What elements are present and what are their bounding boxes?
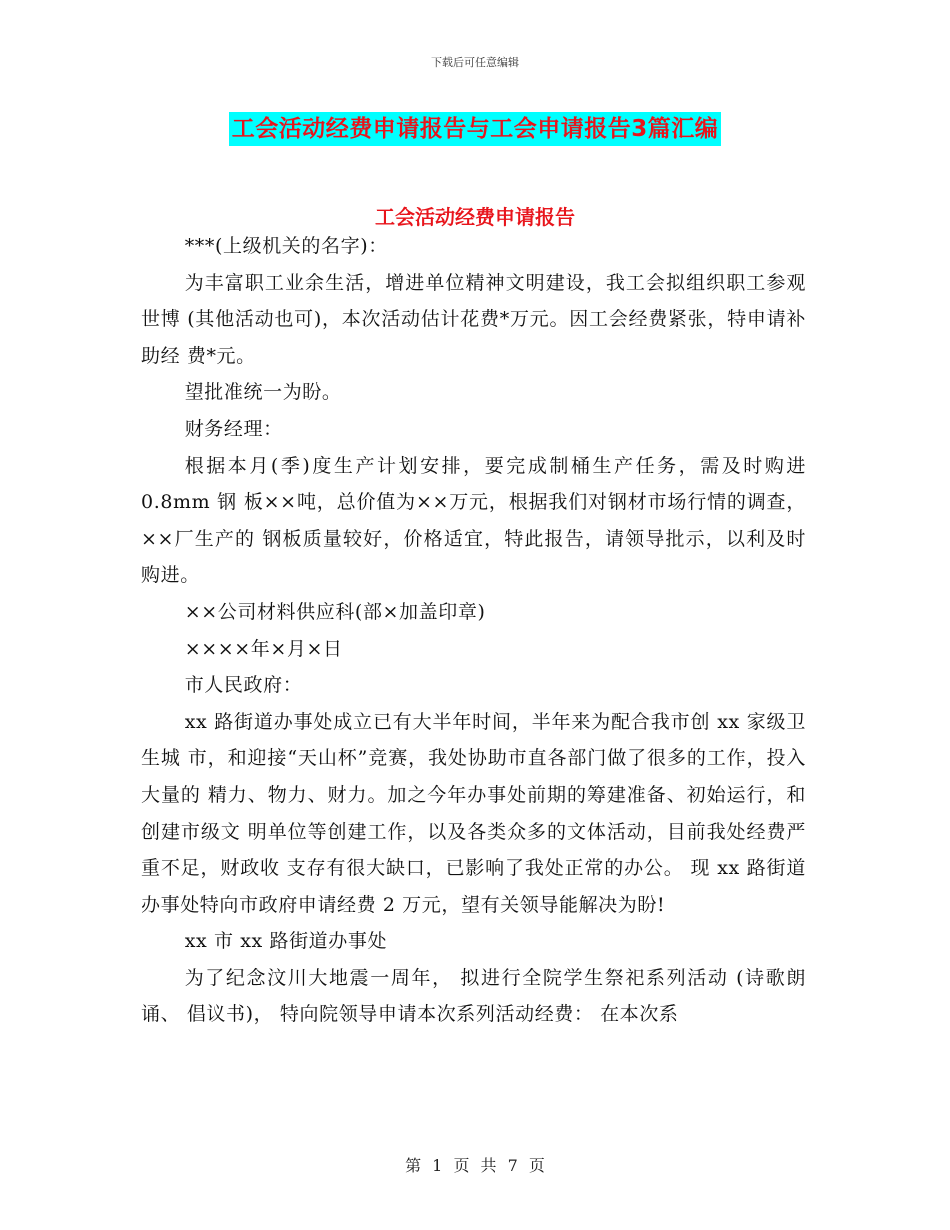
date-paragraph: ××××年×月×日 <box>184 637 343 660</box>
salutation-paragraph: ***(上级机关的名字)： <box>184 235 388 257</box>
body-paragraph: xx 路街道办事处成立已有大半年时间，半年来为配合我市创 xx 家级卫生城 市，和迎接“天山杯”竞赛，我处协助市直各部门做了很多的工作，投入大量的 精力、物力、财力。加之今年办事处前期的筹建准备、初始运行，和创建市级文 明单位等创建工作，以及各类众多的文体活动，目前我处经费严重不足，财政收 支存有很大缺口，已影响了我处正常的办公。 现 xx 路街道办事处特向市政府申请经费 2 万元，望有关领导能解决为盼! <box>141 710 806 916</box>
body-paragraph: 为丰富职工业余生活，增进单位精神文明建设，我工会拟组织职工参观世博 (其他活动也可)，本次活动估计花费*万元。因工会经费紧张，特申请补助经 费*元。 <box>141 271 806 367</box>
body-paragraph: 为了纪念汶川大地震一周年， 拟进行全院学生祭祀系列活动 (诗歌朗诵、 倡议书)， 特向院领导申请本次系列活动经费： 在本次系 <box>141 966 806 1026</box>
salutation-paragraph: 财务经理： <box>184 417 283 440</box>
salutation-paragraph: 市人民政府： <box>184 674 303 697</box>
document-body <box>141 228 806 1033</box>
section-title: 工会活动经费申请报告 <box>375 205 575 229</box>
main-title-container <box>0 112 950 146</box>
header-note: 下载后可任意编辑 <box>431 56 519 69</box>
document-title: 工会活动经费申请报告与工会申请报告3篇汇编 <box>229 112 722 146</box>
body-paragraph: 根据本月(季)度生产计划安排，要完成制桶生产任务，需及时购进 0.8mm 钢 板××吨，总价值为××万元，根据我们对钢材市场行情的调查，××厂生产的 钢板质量较好，价格适宜，特此报告，请领导批示，以利及时购进。 <box>141 454 806 587</box>
signature-paragraph: xx 市 xx 路街道办事处 <box>184 930 388 953</box>
body-paragraph: 望批准统一为盼。 <box>184 381 342 404</box>
page-number-footer: 第 1 页 共 7 页 <box>405 1156 545 1175</box>
signature-paragraph: ××公司材料供应科(部×加盖印章) <box>184 600 486 623</box>
